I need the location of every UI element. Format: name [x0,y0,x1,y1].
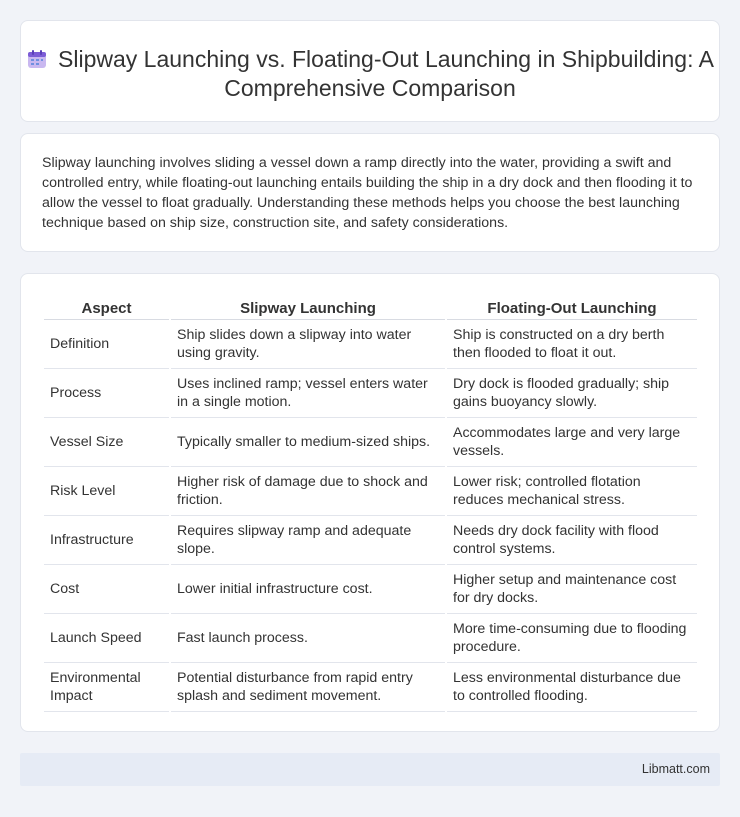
slipway-cell: Fast launch process. [171,614,445,663]
footer-brand[interactable]: Libmatt.com [641,762,710,776]
slipway-cell: Typically smaller to medium-sized ships. [171,418,445,467]
floating-cell: Accommodates large and very large vessels. [447,418,697,467]
header-aspect: Aspect [44,296,169,320]
footer-bar [20,753,720,786]
intro-paragraph: Slipway launching involves sliding a vessel down a ramp directly into the water, providing a swift and controlled entry, while floating-out launching entails building the ship in a dry dock and then flooding it to allow the vessel to float gradually. Understanding these methods helps you choose the best launching technique based on ship size, construction site, and safety considerations. [42,155,693,231]
title-card [20,20,720,122]
floating-cell: Needs dry dock facility with flood control systems. [447,516,697,565]
aspect-cell: Risk Level [44,467,169,516]
floating-cell: More time-consuming due to flooding procedure. [447,614,697,663]
table-row [44,516,697,565]
slipway-cell: Uses inclined ramp; vessel enters water in a single motion. [171,369,445,418]
slipway-cell: Potential disturbance from rapid entry splash and sediment movement. [171,663,445,712]
header-floating: Floating-Out Launching [447,296,697,320]
table-row [44,369,697,418]
floating-cell: Less environmental disturbance due to controlled flooding. [447,663,697,712]
table-row [44,418,697,467]
floating-cell: Dry dock is flooded gradually; ship gains buoyancy slowly. [447,369,697,418]
table-row [44,565,697,614]
comparison-table [42,296,699,712]
aspect-cell: Cost [44,565,169,614]
aspect-cell: Vessel Size [44,418,169,467]
title-wrap [21,45,719,103]
table-row [44,320,697,369]
aspect-cell: Launch Speed [44,614,169,663]
table-header-row [44,296,697,320]
page-title [21,45,719,103]
floating-cell: Ship is constructed on a dry berth then flooded to float it out. [447,320,697,369]
slipway-cell: Ship slides down a slipway into water using gravity. [171,320,445,369]
page-title-text: Slipway Launching vs. Floating-Out Launching in Shipbuilding: A Comprehensive Comparison [58,46,714,101]
header-slipway: Slipway Launching [171,296,445,320]
slipway-cell: Requires slipway ramp and adequate slope. [171,516,445,565]
aspect-cell: Definition [44,320,169,369]
floating-cell: Lower risk; controlled flotation reduces mechanical stress. [447,467,697,516]
aspect-cell: Infrastructure [44,516,169,565]
aspect-cell: Environmental Impact [44,663,169,712]
slipway-cell: Higher risk of damage due to shock and friction. [171,467,445,516]
table-row [44,467,697,516]
slipway-cell: Lower initial infrastructure cost. [171,565,445,614]
intro-card [20,133,720,252]
floating-cell: Higher setup and maintenance cost for dry docks. [447,565,697,614]
comparison-card [20,273,720,732]
table-row [44,614,697,663]
table-row [44,663,697,712]
aspect-cell: Process [44,369,169,418]
calendar-icon [26,48,48,70]
